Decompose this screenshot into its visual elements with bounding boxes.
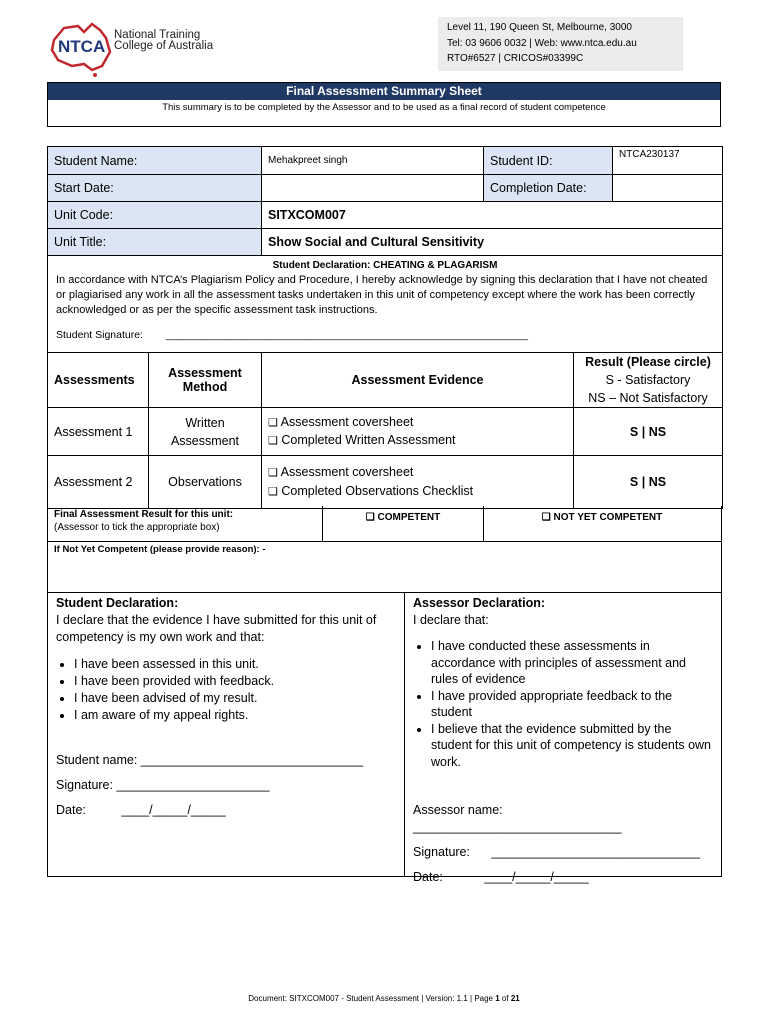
student-name-field[interactable]: Student name: ________________________________	[56, 753, 364, 767]
evidence-label: Completed Written Assessment	[281, 432, 456, 447]
result-heading: Result (Please circle)	[585, 355, 711, 369]
date-label: Date:	[413, 870, 443, 884]
final-sublabel: (Assessor to tick the appropriate box)	[54, 522, 220, 533]
assessment-method: Written Assessment	[149, 408, 262, 456]
student-id-value[interactable]: NTCA230137	[613, 147, 723, 175]
col-assessments: Assessments	[48, 353, 149, 408]
assessor-signature-field[interactable]	[413, 844, 713, 861]
student-date-field[interactable]	[56, 802, 396, 819]
evidence-item[interactable]	[268, 463, 567, 482]
list-item: • I believe that the evidence submitted by the student for this unit of competency is students own work.	[431, 721, 713, 771]
evidence-item[interactable]	[268, 482, 567, 501]
contact-info: Tel: 03 9606 0032 | Web: www.ntca.edu.au	[447, 37, 637, 49]
assessment-name: Assessment 1	[48, 408, 149, 456]
student-declaration	[48, 593, 405, 876]
assessment-evidence	[262, 408, 574, 456]
org-name	[114, 30, 213, 52]
col-result	[574, 353, 723, 408]
evidence-label: Assessment coversheet	[280, 414, 414, 429]
unit-title-label: Unit Title:	[48, 229, 262, 256]
plagiarism-heading: Student Declaration: CHEATING & PLAGARISM	[272, 260, 498, 271]
signature-line: ______________________________________________________________	[165, 329, 528, 341]
contact-box	[438, 17, 683, 71]
list-item: • I am aware of my appeal rights.	[74, 707, 396, 724]
evidence-item[interactable]	[268, 432, 567, 450]
student-name-value[interactable]: Mehakpreet singh	[262, 147, 484, 175]
assessment-method: Observations	[149, 456, 262, 509]
assessor-declaration-heading: Assessor Declaration:	[413, 596, 546, 610]
footer-of: of	[501, 994, 509, 1003]
date-label: Date:	[56, 803, 86, 817]
page-footer	[0, 994, 768, 1003]
svg-text:NTCA: NTCA	[58, 37, 106, 56]
final-label: Final Assessment Result for this unit:	[54, 509, 234, 520]
col-method: Assessment Method	[149, 353, 262, 408]
assessment-result[interactable]: S | NS	[574, 456, 723, 509]
signature-label: Signature:	[413, 845, 470, 859]
footer-page: 1	[495, 994, 500, 1003]
unit-title-value: Show Social and Cultural Sensitivity	[262, 229, 723, 256]
plagiarism-row	[48, 256, 723, 353]
student-name-row	[48, 147, 723, 175]
footer-page-label: Page	[474, 994, 493, 1003]
final-result-row	[47, 506, 722, 542]
competent-option[interactable]	[322, 506, 484, 541]
summary-table	[47, 146, 723, 509]
assessment-evidence	[262, 456, 574, 509]
footer-total: 21	[510, 994, 520, 1003]
table-row	[48, 408, 723, 456]
assessor-date-field[interactable]	[413, 869, 713, 886]
completion-date-value[interactable]	[613, 175, 723, 202]
list-item: • I have been assessed in this unit.	[74, 656, 396, 673]
competent-label: COMPETENT	[377, 512, 441, 523]
plagiarism-declaration	[48, 256, 723, 353]
student-declaration-list	[56, 656, 396, 724]
nyc-label: NOT YET COMPETENT	[553, 512, 663, 523]
unit-code-row	[48, 202, 723, 229]
evidence-label: Completed Observations Checklist	[281, 484, 474, 498]
checkbox-icon[interactable]: ❑	[365, 512, 375, 523]
footer-text: Document: SITXCOM007 - Student Assessment | Version: 1.1 |	[248, 994, 475, 1003]
student-name-label: Student Name:	[48, 147, 262, 175]
plagiarism-signature[interactable]	[56, 328, 714, 343]
nyc-reason-box[interactable]	[47, 541, 722, 593]
assessor-declaration-intro: I declare that:	[413, 613, 489, 627]
checkbox-icon[interactable]: ❑	[541, 512, 551, 523]
org-line-1: National Training	[114, 29, 201, 41]
assessment-result[interactable]: S | NS	[574, 408, 723, 456]
student-declaration-heading: Student Declaration:	[56, 596, 179, 610]
list-item: • I have been provided with feedback.	[74, 673, 396, 690]
start-date-value[interactable]	[262, 175, 484, 202]
checkbox-icon[interactable]: ❑	[268, 467, 278, 479]
student-declaration-intro: I declare that the evidence I have submitted for this unit of competency is my own work and that:	[56, 613, 377, 644]
result-s: S - Satisfactory	[605, 373, 691, 387]
page-subtitle: This summary is to be completed by the Assessor and to be used as a final record of student competence	[162, 102, 606, 113]
dates-row	[48, 175, 723, 202]
start-date-label: Start Date:	[48, 175, 262, 202]
final-result-label	[54, 508, 233, 534]
nyc-reason-label: If Not Yet Competent (please provide reason): -	[54, 544, 266, 555]
not-yet-competent-option[interactable]	[482, 506, 722, 530]
date-line: ____/_____/_____	[484, 870, 589, 884]
assessor-declaration	[405, 593, 721, 884]
assessment-header-row	[48, 353, 723, 408]
assessment-name: Assessment 2	[48, 456, 149, 509]
table-row	[48, 456, 723, 509]
declarations-box	[47, 592, 722, 884]
date-line: ____/_____/_____	[121, 803, 226, 817]
student-signature-field[interactable]: Signature: ______________________	[56, 778, 270, 792]
evidence-item[interactable]	[268, 414, 567, 432]
evidence-label: Assessment coversheet	[280, 465, 414, 479]
completion-date-label: Completion Date:	[484, 175, 613, 202]
title-box	[47, 82, 721, 127]
signature-line: ______________________________	[491, 845, 701, 859]
list-item: • I have provided appropriate feedback to the student	[431, 688, 713, 721]
plagiarism-text: In accordance with NTCA’s Plagiarism Policy and Procedure, I hereby acknowledge by signing this declaration that I have not cheated or plagiarised any work in all the assessment tasks undertaken in this unit of competency except where the work has been correctly acknowledged or as per the specific assessment task instructions.	[56, 274, 708, 316]
org-line-2: College of Australia	[114, 40, 214, 52]
unit-code-value: SITXCOM007	[262, 202, 723, 229]
unit-title-row	[48, 229, 723, 256]
col-evidence: Assessment Evidence	[262, 353, 574, 408]
list-item: • I have been advised of my result.	[74, 690, 396, 707]
list-item: • I have conducted these assessments in accordance with principles of assessment and rules of evidence	[431, 638, 713, 688]
result-ns: NS – Not Satisfactory	[588, 391, 708, 405]
student-id-label: Student ID:	[484, 147, 613, 175]
checkbox-icon[interactable]: ❑	[268, 416, 278, 429]
page-title: Final Assessment Summary Sheet	[48, 83, 720, 100]
address: Level 11, 190 Queen St, Melbourne, 3000	[447, 22, 632, 33]
signature-label: Student Signature:	[56, 329, 143, 341]
checkbox-icon[interactable]: ❑	[268, 486, 278, 498]
checkbox-icon[interactable]: ❑	[268, 434, 278, 447]
rto-info: RTO#6527 | CRICOS#03399C	[447, 53, 584, 64]
unit-code-label: Unit Code:	[48, 202, 262, 229]
assessor-name-field[interactable]: Assessor name: ______________________________	[413, 803, 622, 834]
assessor-declaration-list	[413, 638, 713, 770]
